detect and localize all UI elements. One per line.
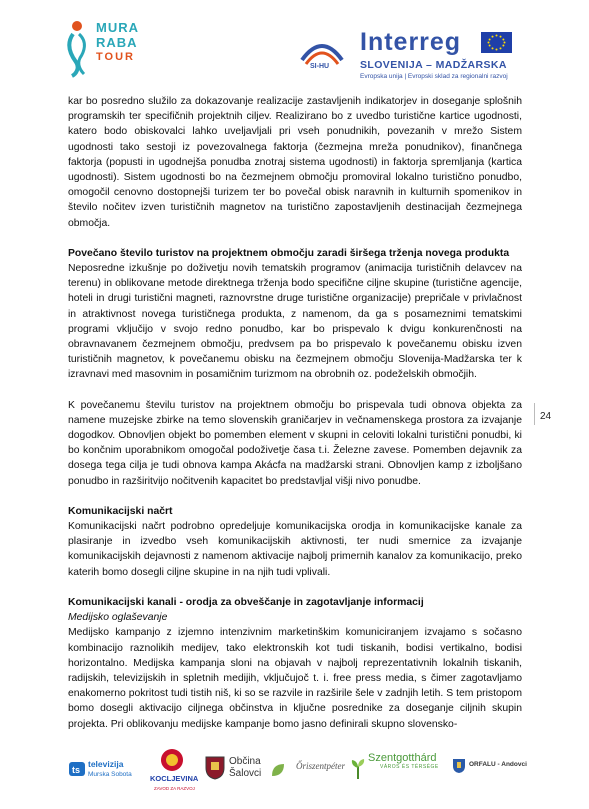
tv-line1: televizija (88, 759, 124, 769)
paragraph-1: kar bo posredno služilo za dokazovanje realizacije zastavljenih indikatorjev in doseganje splošnih programskih ter specifičnih projektnih ciljev. Realizirano bo z uvedbo turistične kartice ugodnosti, katero bodo obiskovalci lahko uveljavljali pri vseh ponudnikih, povezanih v mrežo Sistem ugodnosti tako sestoji iz povezovalnega faktorja (čezmejna mreža ponudnikov), finančnega faktorja (popusti in ugodnejša ponudba znotraj sistema ugodnosti) in faktorja spremljanja (kartica ugodnosti). Sistem ugodnosti bo na čezmejnem območju promoviral lokalno turistično ponudbo, omogočil cenovno dostopnejši turizem ter bo povečal obisk naravnih in kulturnih spomenikov in število nočitev izven turističnih magnetov na turistično zapostavljenih destinacijah čezmejnega območja. (68, 96, 522, 229)
mura-wordmark (96, 20, 139, 65)
interreg-fund: Evropska unija | Evropski sklad za regionalni razvoj (360, 73, 508, 80)
interreg-region: SLOVENIJA – MADŽARSKA (360, 59, 507, 71)
interreg-logo (298, 28, 528, 83)
kocljevina-line2: ZAVOD ZA RAZVOJ (154, 786, 195, 791)
mura-line3: TOUR (96, 51, 135, 63)
heading-communication-plan: Komunikacijski načrt (68, 505, 173, 517)
interreg-wordmark: Interreg (360, 28, 462, 56)
paragraph-2: Neposredne izkušnje po doživetju novih tematskih programov (animacija turističnih delavcev na terenu) in oblikovane metode direktnega trženja bodo specifične ciljne skupine (turistične agencije, hoteli in drugi turistični magneti, raznovrstne druge turistične organizacije) prepričale v privlačnost in atraktivnost novega turističnega produkta, z namenom, da ga s posameznimi tematskimi programi vključijo v svojo redno ponudbo, kar bo prispevalo k dvigu konkurenčnosti na obravnavanem čezmejnem območju, predvsem pa bo prispevalo k povečanemu obisku izven turističnih magnetov, k povečanemu obisku na čezmejnem območju Slovenija-Madžarska ter k izravnavi med masovnim in posamičnim turizmom na obrobnih oz. podeželskih območjih. (68, 263, 522, 381)
partner-logos-footer (0, 748, 589, 803)
svg-text:ts: ts (72, 765, 81, 775)
sprout-icon (350, 758, 366, 780)
orfalu-label: ORFALU - Andovci (469, 761, 527, 768)
page-number: 24 (540, 411, 552, 422)
orfalu-crest-icon (452, 758, 466, 774)
szentgotthard-line1: Szentgotthárd (368, 752, 437, 764)
sihu-bridge-icon (298, 30, 346, 70)
eu-flag-icon (481, 32, 512, 53)
mura-line2: RABA (96, 35, 138, 50)
szentgotthard-logo (368, 754, 439, 772)
tv-line2: Murska Sobota (88, 771, 132, 778)
page-header (0, 0, 589, 95)
page-number-divider (534, 403, 535, 425)
obcina-line1: Občina (229, 756, 261, 767)
paragraph-5: Medijsko kampanjo z izjemno intenzivnim marketinškim komuniciranjem izvajamo s sočasno kombinacijo raznolikih medijev, tako elektronskih kot tudi tiskanih, bodisi vertikalno, bodisi horizontalno. Medijska kampanja sloni na objavah v najbolj reprezentativnih lokalnih tiskanih, radijskih, televizijskih in spletnih medijih, vključujoč t. i. free press media, s čimer zagotavljamo enakomerno pokritost tudi tistih niš, ki so se razvile in razširile šele v zadnjih letih. S tem pristopom bomo dosegli aktivacijo ciljnega občinstva in ključne posrednike za doseganje ciljnih skupin projekta. Pri oblikovanju medijske kampanje bomo jasno definirali skupno slovensko- (68, 627, 522, 730)
oriszentpeter-logo (296, 762, 345, 771)
obcina-line2: Šalovci (229, 768, 262, 779)
leaf-icon (270, 762, 286, 778)
oriszentpeter-label: Őriszentpéter (296, 761, 345, 771)
coat-of-arms-icon (205, 756, 225, 780)
paragraph-3: K povečanemu številu turistov na projektnem območju bo prispevala tudi obnova objekta za namene muzejske zbirke na temo slovenskih graničarjev in večnamenskega prostora za izvajanje dogodkov. Obnovljen objekt bo pomemben element v skupni in celoviti lokalni turistični ponudbi, ki bo končnim uporabnikom omogočal podoživetje časa t.i. Železne zavese. Pomemben dejavnik za dosega tega cilja je tudi obnova kampa Akácfa na madžarski strani. Obnovljen kamp z izboljšano ponudbo in razširitvijo nočitvenih kapacitet bo predstavljal višji nivo ponudbe. (68, 399, 522, 487)
kocljevina-logo (150, 748, 198, 796)
paragraph-4: Komunikacijski načrt podrobno opredeljuje komunikacijska orodja in komunikacijske kanale za plasiranje in izvedbo vseh komunikacijskih aktivnosti, ter nudi smernice za izvajanje komunikacijskih dejavnosti z namenom aktivacije najbolj primernih kanalov za komunikacijo, preko katerih bomo dosegli ciljne skupine in na njih tudi vplivali. (68, 521, 522, 578)
kocljevina-emblem-icon (160, 748, 184, 772)
szentgotthard-line2: VÁROS ÉS TÉRSÉGE (380, 764, 439, 770)
subheading-media-advertising: Medijsko oglaševanje (68, 612, 168, 624)
kocljevina-line1: KOCLJEVINA (150, 774, 199, 783)
mura-raba-tour-logo (64, 14, 194, 84)
document-body (68, 94, 522, 732)
mura-line1: MURA (96, 20, 139, 35)
heading-tourist-increase: Povečano število turistov na projektnem območju zaradi širšega trženja novega produkta (68, 247, 510, 259)
tv-icon (68, 760, 86, 778)
mura-figure-icon (64, 18, 98, 78)
sihu-label: SI-HU (310, 63, 330, 70)
heading-communication-channels: Komunikacijski kanali - orodja za obveščanje in zagotavljanje informacij (68, 596, 424, 608)
